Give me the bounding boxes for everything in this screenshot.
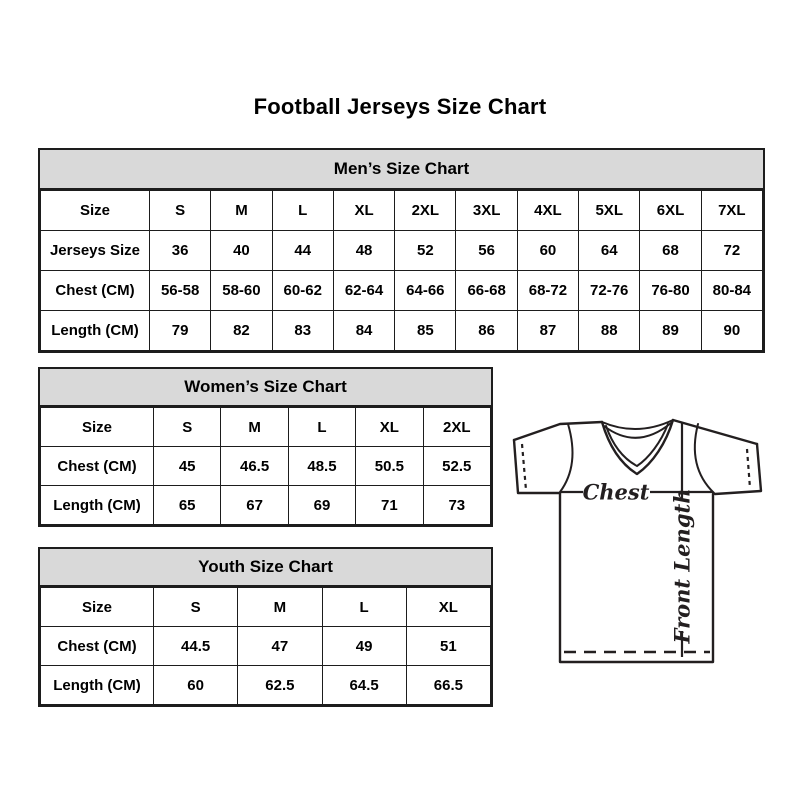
value-cell: L xyxy=(288,408,355,447)
table-row xyxy=(41,666,491,705)
value-cell: 88 xyxy=(579,311,640,351)
youth-size-chart xyxy=(38,547,493,707)
mens-size-table xyxy=(40,190,763,351)
value-cell: L xyxy=(272,191,333,231)
value-cell: 85 xyxy=(395,311,456,351)
value-cell: 90 xyxy=(701,311,762,351)
value-cell: 2XL xyxy=(423,408,490,447)
table-row xyxy=(41,231,763,271)
value-cell: 89 xyxy=(640,311,701,351)
value-cell: 52.5 xyxy=(423,447,490,486)
value-cell: 56-58 xyxy=(150,271,211,311)
value-cell: 45 xyxy=(154,447,221,486)
row-label-cell: Chest (CM) xyxy=(41,447,154,486)
value-cell: 62-64 xyxy=(333,271,394,311)
table-row xyxy=(41,408,491,447)
value-cell: 60 xyxy=(517,231,578,271)
value-cell: 67 xyxy=(221,486,288,525)
mens-size-chart-title: Men’s Size Chart xyxy=(40,150,763,190)
row-label-cell: Size xyxy=(41,191,150,231)
right-armhole-seam xyxy=(695,424,714,493)
value-cell: 82 xyxy=(211,311,272,351)
value-cell: 76-80 xyxy=(640,271,701,311)
table-row xyxy=(41,311,763,351)
value-cell: S xyxy=(154,588,238,627)
right-cuff-dashed-line xyxy=(747,449,750,488)
value-cell: 68 xyxy=(640,231,701,271)
value-cell: 62.5 xyxy=(238,666,322,705)
value-cell: S xyxy=(150,191,211,231)
value-cell: 71 xyxy=(356,486,423,525)
value-cell: 46.5 xyxy=(221,447,288,486)
value-cell: XL xyxy=(333,191,394,231)
jersey-right-sleeve xyxy=(673,420,761,494)
table-row xyxy=(41,627,491,666)
value-cell: 66-68 xyxy=(456,271,517,311)
value-cell: 87 xyxy=(517,311,578,351)
value-cell: 50.5 xyxy=(356,447,423,486)
womens-size-chart xyxy=(38,367,493,527)
value-cell: XL xyxy=(406,588,490,627)
page-title: Football Jerseys Size Chart xyxy=(253,94,547,119)
row-label-cell: Length (CM) xyxy=(41,486,154,525)
table-row xyxy=(41,191,763,231)
left-cuff-dashed-line xyxy=(522,444,526,490)
womens-size-table xyxy=(40,407,491,525)
value-cell: M xyxy=(221,408,288,447)
value-cell: 40 xyxy=(211,231,272,271)
value-cell: 52 xyxy=(395,231,456,271)
row-label-cell: Chest (CM) xyxy=(41,627,154,666)
row-label-cell: Chest (CM) xyxy=(41,271,150,311)
value-cell: L xyxy=(322,588,406,627)
table-row xyxy=(41,486,491,525)
value-cell: 79 xyxy=(150,311,211,351)
value-cell: 80-84 xyxy=(701,271,762,311)
table-row xyxy=(41,588,491,627)
value-cell: 73 xyxy=(423,486,490,525)
value-cell: 64-66 xyxy=(395,271,456,311)
value-cell: 86 xyxy=(456,311,517,351)
value-cell: 58-60 xyxy=(211,271,272,311)
value-cell: 84 xyxy=(333,311,394,351)
value-cell: 64 xyxy=(579,231,640,271)
youth-size-chart-title: Youth Size Chart xyxy=(40,549,491,587)
value-cell: M xyxy=(211,191,272,231)
value-cell: 56 xyxy=(456,231,517,271)
row-label-cell: Length (CM) xyxy=(41,311,150,351)
youth-size-table xyxy=(40,587,491,705)
value-cell: XL xyxy=(356,408,423,447)
value-cell: 7XL xyxy=(701,191,762,231)
value-cell: 4XL xyxy=(517,191,578,231)
row-label-cell: Size xyxy=(41,408,154,447)
value-cell: 68-72 xyxy=(517,271,578,311)
jersey-vneck-collar xyxy=(602,420,673,474)
value-cell: 6XL xyxy=(640,191,701,231)
value-cell: 72 xyxy=(701,231,762,271)
value-cell: S xyxy=(154,408,221,447)
value-cell: 2XL xyxy=(395,191,456,231)
value-cell: 72-76 xyxy=(579,271,640,311)
value-cell: 51 xyxy=(406,627,490,666)
row-label-cell: Jerseys Size xyxy=(41,231,150,271)
value-cell: 48.5 xyxy=(288,447,355,486)
value-cell: 44 xyxy=(272,231,333,271)
value-cell: 60-62 xyxy=(272,271,333,311)
womens-size-chart-title: Women’s Size Chart xyxy=(40,369,491,407)
jersey-measurement-diagram xyxy=(502,398,774,690)
table-row xyxy=(41,447,491,486)
value-cell: 83 xyxy=(272,311,333,351)
value-cell: 49 xyxy=(322,627,406,666)
table-row xyxy=(41,271,763,311)
left-armhole-seam xyxy=(560,424,573,492)
value-cell: 48 xyxy=(333,231,394,271)
value-cell: 3XL xyxy=(456,191,517,231)
value-cell: 60 xyxy=(154,666,238,705)
chest-label: Chest xyxy=(582,479,650,505)
value-cell: 66.5 xyxy=(406,666,490,705)
front-length-label: Front Length xyxy=(669,488,695,644)
value-cell: M xyxy=(238,588,322,627)
value-cell: 44.5 xyxy=(154,627,238,666)
value-cell: 47 xyxy=(238,627,322,666)
row-label-cell: Length (CM) xyxy=(41,666,154,705)
mens-size-chart xyxy=(38,148,765,353)
value-cell: 69 xyxy=(288,486,355,525)
value-cell: 5XL xyxy=(579,191,640,231)
value-cell: 65 xyxy=(154,486,221,525)
value-cell: 36 xyxy=(150,231,211,271)
value-cell: 64.5 xyxy=(322,666,406,705)
row-label-cell: Size xyxy=(41,588,154,627)
